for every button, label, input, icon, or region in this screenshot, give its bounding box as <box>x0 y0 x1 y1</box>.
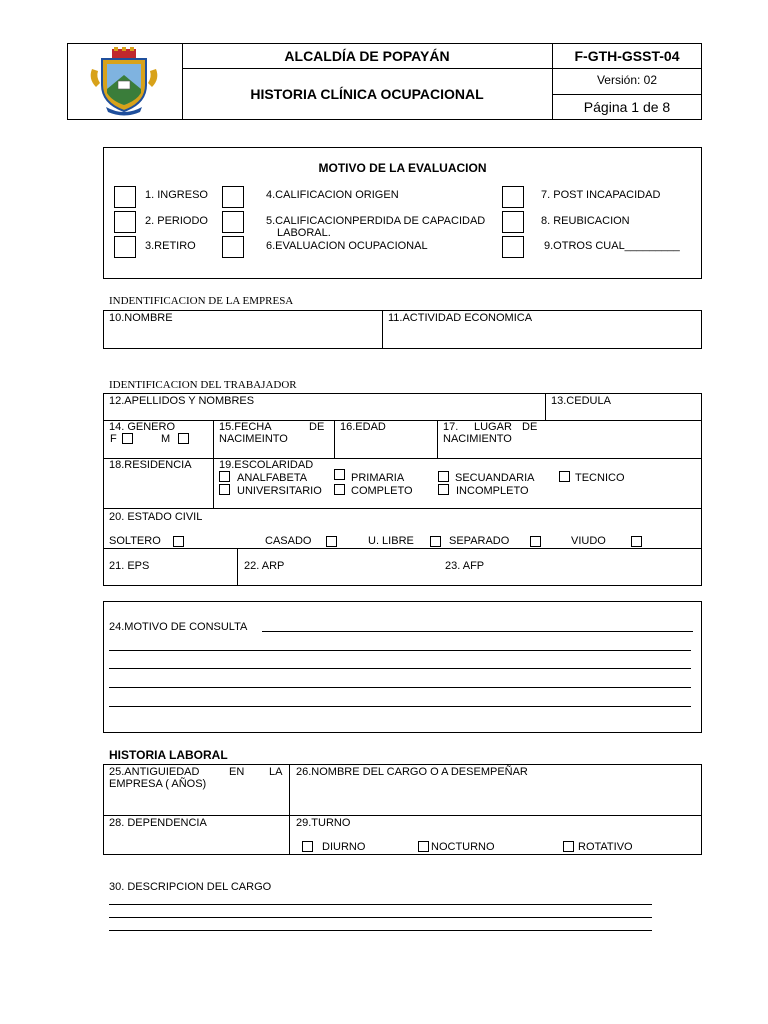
edad-field[interactable]: 16.EDAD <box>340 421 386 433</box>
civil-viudo: VIUDO <box>571 535 606 547</box>
checkbox-secundaria[interactable] <box>438 471 449 482</box>
checkbox-primaria[interactable] <box>334 469 345 480</box>
civil-union-libre: U. LIBRE <box>368 535 414 547</box>
esc-analfabeta: ANALFABETA <box>237 472 308 484</box>
laboral-title: HISTORIA LABORAL <box>109 748 228 762</box>
antiguedad-label: 25.ANTIGUIEDAD <box>109 766 200 778</box>
option-otros: 9.OTROS CUAL_________ <box>544 240 680 252</box>
turno-diurno: DIURNO <box>322 841 366 853</box>
checkbox-separado[interactable] <box>530 536 541 547</box>
lugar-nacimiento-lugar: LUGAR <box>474 421 512 433</box>
document-code: F-GTH-GSST-04 <box>574 48 680 64</box>
checkbox-reubicacion[interactable] <box>502 211 524 233</box>
antiguedad-la: LA <box>269 766 283 778</box>
checkbox-union-libre[interactable] <box>430 536 441 547</box>
city-crest-logo <box>86 47 162 117</box>
eps-field[interactable]: 21. EPS <box>109 560 150 572</box>
option-calificacion-origen: 4.CALIFICACION ORIGEN <box>266 189 399 201</box>
genero-f-label: F <box>110 433 117 445</box>
consulta-line-1[interactable] <box>262 631 693 632</box>
fecha-nacimiento-label-2: NACIMEINTO <box>219 433 288 445</box>
descripcion-line-3[interactable] <box>109 930 652 931</box>
fecha-nacimiento-label: 15.FECHA <box>219 421 272 433</box>
checkbox-soltero[interactable] <box>173 536 184 547</box>
descripcion-label: 30. DESCRIPCION DEL CARGO <box>109 881 272 893</box>
checkbox-rotativo[interactable] <box>563 841 574 852</box>
option-periodo: 2. PERIODO <box>145 215 208 227</box>
esc-universitario: UNIVERSITARIO <box>237 485 322 497</box>
afp-field[interactable]: 23. AFP <box>445 560 485 572</box>
cedula-field[interactable]: 13.CEDULA <box>551 395 611 407</box>
consulta-line-3[interactable] <box>109 668 691 669</box>
empresa-nombre-field[interactable]: 10.NOMBRE <box>109 312 173 324</box>
civil-casado: CASADO <box>265 535 312 547</box>
genero-m-label: M <box>161 433 171 445</box>
turno-label: 29.TURNO <box>296 817 351 829</box>
checkbox-genero-f[interactable] <box>122 433 133 444</box>
option-retiro: 3.RETIRO <box>145 240 196 252</box>
checkbox-periodo[interactable] <box>114 211 136 233</box>
empresa-title: INDENTIFICACION DE LA EMPRESA <box>109 295 294 307</box>
antiguedad-en: EN <box>229 766 245 778</box>
descripcion-line-2[interactable] <box>109 917 652 918</box>
checkbox-incompleto[interactable] <box>438 484 449 495</box>
dependencia-field[interactable]: 28. DEPENDENCIA <box>109 817 207 829</box>
checkbox-nocturno[interactable] <box>418 841 429 852</box>
option-perdida-capacidad-cont: LABORAL. <box>277 227 331 239</box>
document-version: Versión: 02 <box>596 73 658 87</box>
turno-nocturno: NOCTURNO <box>431 841 495 853</box>
motivo-title: MOTIVO DE LA EVALUACION <box>318 161 487 175</box>
escolaridad-label: 19.ESCOLARIDAD <box>219 459 314 471</box>
consulta-line-4[interactable] <box>109 687 691 688</box>
checkbox-post-incapacidad[interactable] <box>502 186 524 208</box>
esc-tecnico: TECNICO <box>575 472 625 484</box>
descripcion-line-1[interactable] <box>109 904 652 905</box>
lugar-nacimiento-label: 17. <box>443 421 459 433</box>
civil-soltero: SOLTERO <box>109 535 161 547</box>
checkbox-viudo[interactable] <box>631 536 642 547</box>
residencia-field[interactable]: 18.RESIDENCIA <box>109 459 192 471</box>
checkbox-perdida-capacidad[interactable] <box>222 211 244 233</box>
checkbox-genero-m[interactable] <box>178 433 189 444</box>
org-name: ALCALDÍA DE POPAYÁN <box>284 48 450 64</box>
apellidos-field[interactable]: 12.APELLIDOS Y NOMBRES <box>109 395 255 407</box>
consulta-line-5[interactable] <box>109 706 691 707</box>
antiguedad-label-2: EMPRESA ( AÑOS) <box>109 778 207 790</box>
lugar-nacimiento-label-2: NACIMIENTO <box>443 433 512 445</box>
esc-completo: COMPLETO <box>351 485 413 497</box>
option-post-incapacidad: 7. POST INCAPACIDAD <box>541 189 661 201</box>
document-title: HISTORIA CLÍNICA OCUPACIONAL <box>250 86 484 102</box>
option-ingreso: 1. INGRESO <box>145 189 208 201</box>
checkbox-universitario[interactable] <box>219 484 230 495</box>
checkbox-casado[interactable] <box>326 536 337 547</box>
esc-incompleto: INCOMPLETO <box>456 485 529 497</box>
trabajador-title: IDENTIFICACION DEL TRABAJADOR <box>109 379 297 391</box>
consulta-line-2[interactable] <box>109 650 691 651</box>
checkbox-tecnico[interactable] <box>559 471 570 482</box>
checkbox-diurno[interactable] <box>302 841 313 852</box>
option-evaluacion-ocupacional: 6.EVALUACION OCUPACIONAL <box>266 240 428 252</box>
checkbox-completo[interactable] <box>334 484 345 495</box>
esc-secundaria: SECUANDARIA <box>455 472 535 484</box>
checkbox-calificacion-origen[interactable] <box>222 186 244 208</box>
checkbox-evaluacion-ocupacional[interactable] <box>222 236 244 258</box>
genero-label: 14. GENERO <box>109 421 176 433</box>
fecha-nacimiento-de: DE <box>309 421 325 433</box>
arp-field[interactable]: 22. ARP <box>244 560 285 572</box>
checkbox-otros[interactable] <box>502 236 524 258</box>
option-perdida-capacidad: 5.CALIFICACIONPERDIDA DE CAPACIDAD <box>266 215 486 227</box>
civil-separado: SEPARADO <box>449 535 510 547</box>
checkbox-ingreso[interactable] <box>114 186 136 208</box>
turno-rotativo: ROTATIVO <box>578 841 633 853</box>
option-reubicacion: 8. REUBICACION <box>541 215 630 227</box>
estado-civil-label: 20. ESTADO CIVIL <box>109 511 203 523</box>
lugar-nacimiento-de: DE <box>522 421 538 433</box>
consulta-label: 24.MOTIVO DE CONSULTA <box>109 621 248 633</box>
page-number: Página 1 de 8 <box>583 99 671 115</box>
esc-primaria: PRIMARIA <box>351 472 405 484</box>
empresa-actividad-field[interactable]: 11.ACTIVIDAD ECONOMICA <box>388 312 533 324</box>
cargo-field[interactable]: 26.NOMBRE DEL CARGO O A DESEMPEÑAR <box>296 766 528 778</box>
checkbox-analfabeta[interactable] <box>219 471 230 482</box>
checkbox-retiro[interactable] <box>114 236 136 258</box>
